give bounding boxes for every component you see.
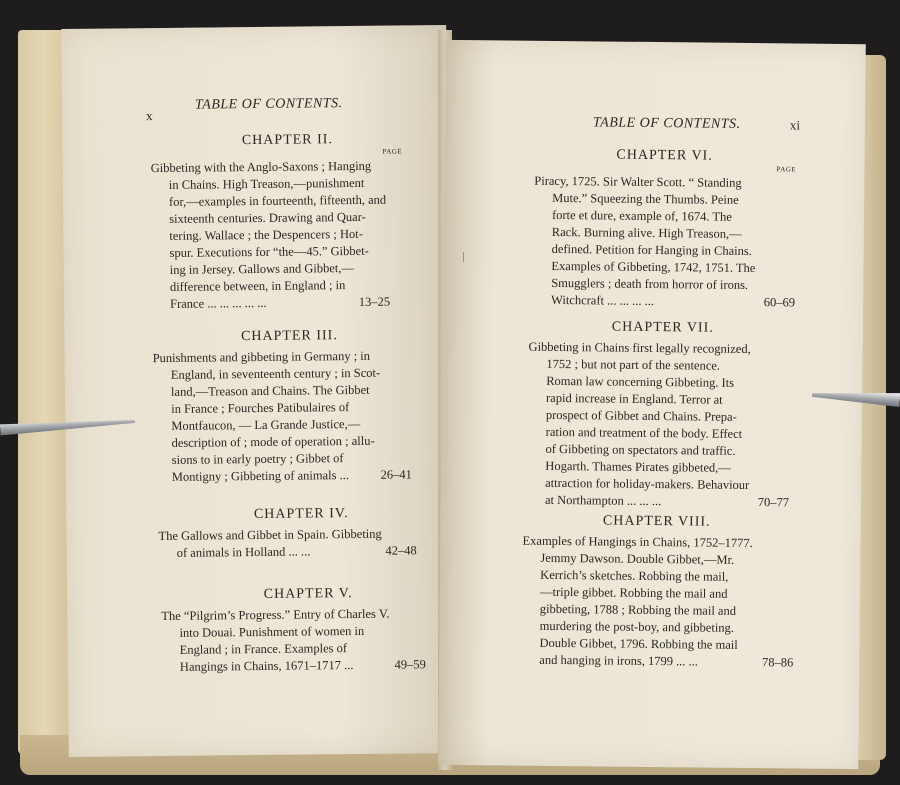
- entry-line: [521, 652, 793, 672]
- entry-line-text: France ... ... ... ... ...: [170, 295, 267, 311]
- entry-line: murdering the post-boy, and gibbeting.: [539, 618, 735, 635]
- entry-line: [527, 492, 789, 512]
- chapter-v-pages: 49–59: [394, 657, 426, 672]
- right-folio: xi: [789, 117, 801, 133]
- chapter-vi-entry: [533, 173, 796, 312]
- chapter-viii-title: CHAPTER VIII.: [602, 513, 711, 530]
- entry-line-text: Witchcraft ... ... ... ...: [551, 292, 655, 309]
- entry-line: 1752 ; but not part of the sentence.: [546, 356, 721, 373]
- chapter-viii-pages: 78–86: [761, 655, 794, 670]
- entry-line: Piracy, 1725. Sir Walter Scott. “ Standing: [534, 173, 742, 190]
- entry-line: sixteenth centuries. Drawing and Quar-: [169, 209, 366, 226]
- entry-line: The Gallows and Gibbet in Spain. Gibbeting: [158, 526, 382, 544]
- entry-line: rapid increase in England. Terror at: [545, 390, 723, 407]
- entry-line-text: Hangings in Chains, 1671–1717 ...: [179, 658, 354, 674]
- left-running-head: TABLE OF CONTENTS.: [194, 96, 343, 113]
- entry-line: for,—examples in fourteenth, fifteenth, and: [168, 192, 387, 209]
- entry-line: Rack. Burning alive. High Treason,—: [551, 224, 742, 241]
- entry-line: [162, 656, 426, 676]
- right-running-head: TABLE OF CONTENTS.: [592, 115, 741, 132]
- entry-line: Double Gibbet, 1796. Robbing the mail: [539, 635, 738, 652]
- left-page: [61, 25, 454, 757]
- entry-line: [152, 294, 390, 313]
- entry-line: tering. Wallace ; the Despencers ; Hot-: [169, 226, 363, 243]
- pencil-mark: [463, 252, 464, 262]
- chapter-iii-entry: [153, 347, 412, 486]
- entry-line: of Gibbeting on spectators and traffic.: [545, 441, 736, 458]
- entry-line-text: of animals in Holland ... ...: [176, 544, 311, 560]
- entry-line: attraction for holiday-makers. Behaviour: [545, 475, 750, 493]
- right-page-label: PAGE: [776, 165, 797, 174]
- chapter-iii-pages: 26–41: [380, 467, 412, 482]
- entry-line: [154, 466, 412, 486]
- entry-line: prospect of Gibbet and Chains. Prepa-: [545, 407, 737, 424]
- entry-line-text: and hanging in irons, 1799 ... ...: [539, 652, 699, 669]
- entry-line: difference between, in England ; in: [169, 278, 346, 294]
- entry-line: Jemmy Dawson. Double Gibbet,—Mr.: [540, 550, 735, 567]
- chapter-iii-title: CHAPTER III.: [240, 328, 338, 345]
- entry-line: Gibbeting with the Anglo-Saxons ; Hanging: [150, 158, 372, 176]
- entry-line: forte et dure, example of, 1674. The: [551, 207, 732, 224]
- chapter-vii-entry: [527, 339, 791, 512]
- chapter-vii-pages: 70–77: [757, 495, 790, 510]
- chapter-vi-title: CHAPTER VI.: [616, 147, 713, 164]
- entry-line: England ; in France. Examples of: [179, 641, 348, 657]
- chapter-iv-title: CHAPTER IV.: [253, 506, 349, 523]
- entry-line: description of ; mode of operation ; allu-: [171, 433, 375, 450]
- chapter-viii-entry: [521, 533, 794, 672]
- entry-line: Gibbeting in Chains first legally recognized,: [528, 339, 751, 357]
- entry-line-text: Montigny ; Gibbeting of animals ...: [171, 468, 350, 484]
- entry-line: into Douai. Punishment of women in: [179, 623, 365, 640]
- entry-line: Kerrich’s sketches. Robbing the mail,: [540, 567, 729, 584]
- chapter-v-title: CHAPTER V.: [263, 586, 353, 602]
- entry-line: land,—Treason and Chains. The Gibbet: [170, 382, 370, 399]
- entry-line: Hogarth. Thames Pirates gibbeted,—: [545, 458, 731, 475]
- entry-line: Punishments and gibbeting in Germany ; in: [152, 348, 371, 366]
- chapter-iv-entry: [158, 525, 416, 562]
- entry-line: Mute.” Squeezing the Thumbs. Peine: [552, 190, 739, 207]
- entry-line: Smugglers ; death from horror of irons.: [551, 275, 749, 292]
- entry-line: spur. Executions for “the—45.” Gibbet-: [169, 243, 369, 260]
- entry-line: —triple gibbet. Robbing the mail and: [539, 584, 728, 601]
- entry-line: in France ; Fourches Patibulaires of: [171, 400, 350, 416]
- entry-line: defined. Petition for Hanging in Chains.: [551, 241, 753, 259]
- entry-line: ing in Jersey. Gallows and Gibbet,—: [169, 260, 355, 277]
- entry-line: Examples of Hangings in Chains, 1752–1777.: [522, 533, 753, 551]
- chapter-ii-title: CHAPTER II.: [241, 132, 334, 149]
- entry-line: ration and treatment of the body. Effect: [545, 424, 743, 441]
- chapter-ii-pages: 13–25: [358, 294, 391, 309]
- entry-line: [533, 292, 795, 312]
- entry-line-text: at Northampton ... ... ...: [544, 492, 662, 509]
- left-folio: x: [146, 108, 153, 124]
- right-page: [438, 40, 866, 769]
- entry-line: [159, 542, 417, 562]
- entry-line: gibbeting, 1788 ; Robbing the mail and: [539, 601, 737, 618]
- chapter-vi-pages: 60–69: [763, 295, 796, 310]
- entry-line: Roman law concerning Gibbeting. Its: [546, 373, 735, 390]
- chapter-ii-entry: [151, 158, 391, 313]
- entry-line: Montfaucon, — La Grande Justice,—: [171, 416, 361, 433]
- entry-line: England, in seventeenth century ; in Scot-: [170, 365, 381, 382]
- chapter-v-entry: [161, 605, 426, 676]
- entry-line: sions to in early poetry ; Gibbet of: [171, 451, 344, 467]
- entry-line: in Chains. High Treason,—punishment: [168, 175, 365, 192]
- entry-line: The “Pilgrim’s Progress.” Entry of Charles V.: [161, 606, 390, 624]
- chapter-iv-pages: 42–48: [385, 543, 417, 558]
- chapter-vii-title: CHAPTER VII.: [611, 319, 714, 336]
- entry-line: Examples of Gibbeting, 1742, 1751. The: [551, 258, 756, 276]
- left-page-label: PAGE: [382, 147, 403, 156]
